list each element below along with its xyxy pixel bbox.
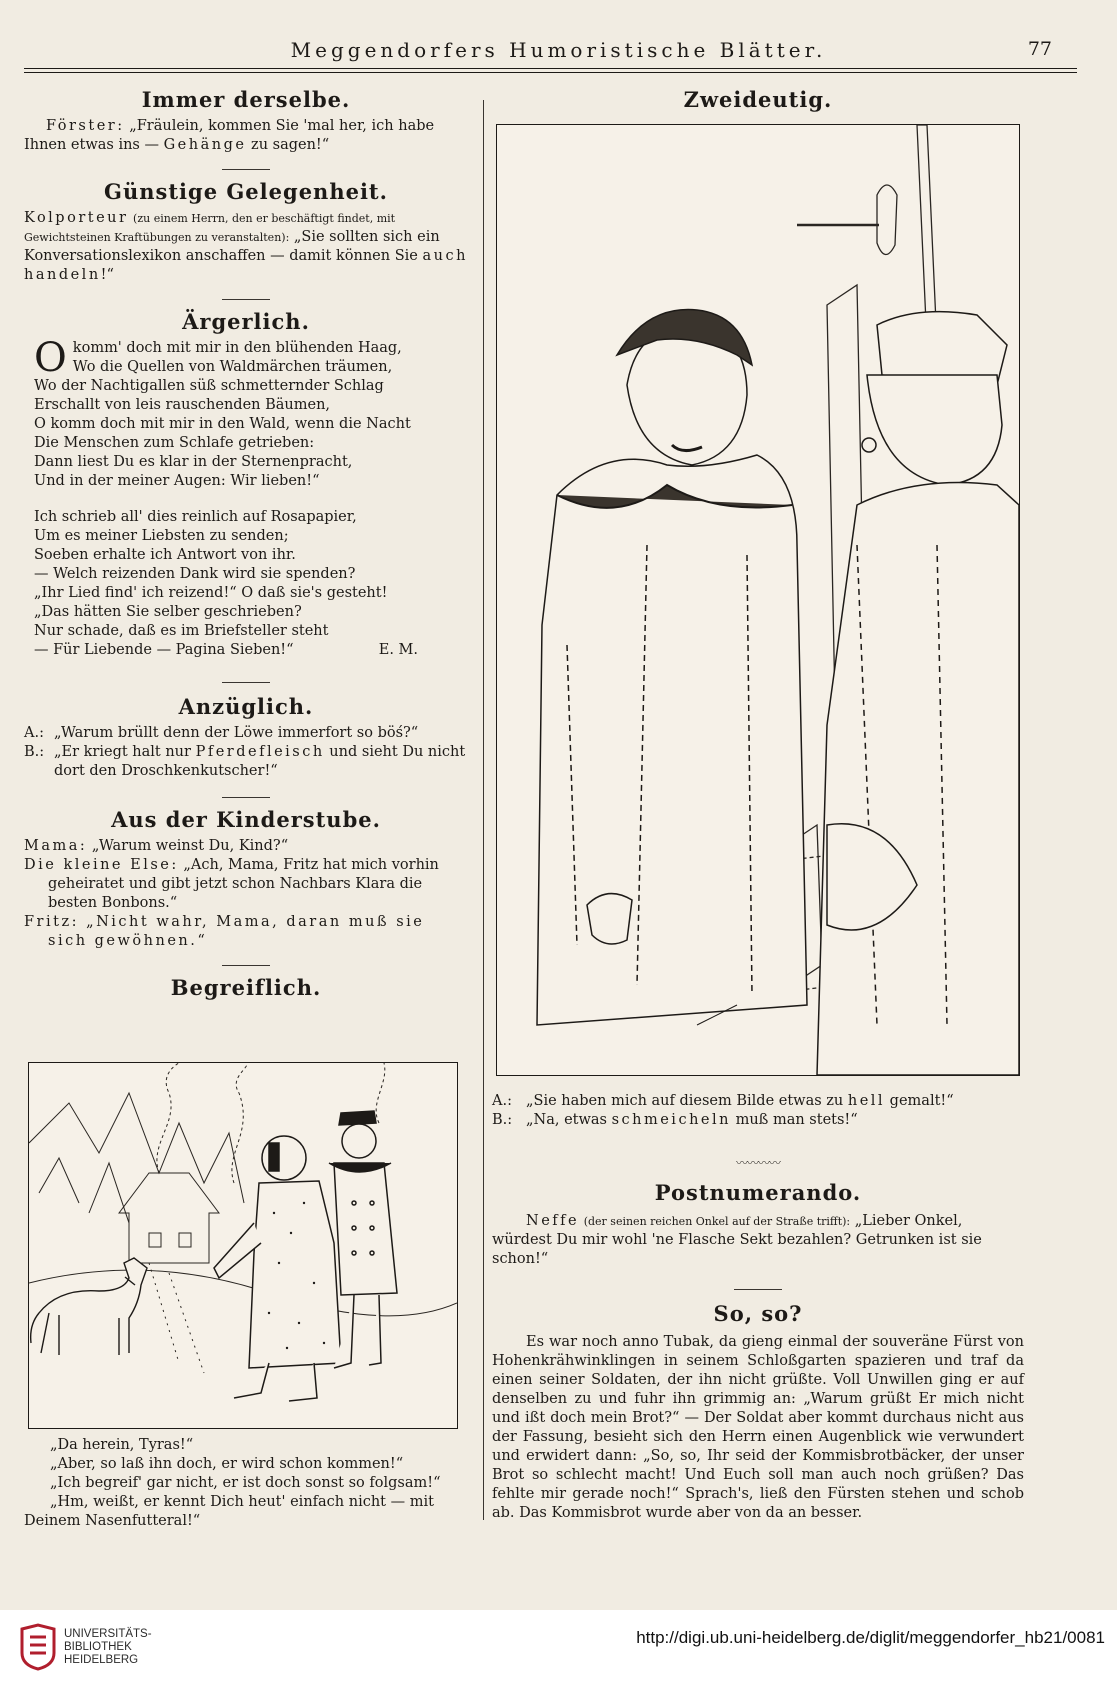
heading-anzueglich: Anzüglich. — [178, 694, 314, 719]
visitor-figure — [537, 310, 807, 1025]
poem-line: Und in der meiner Augen: Wir lieben!“ — [34, 473, 320, 489]
university-library-logo-icon — [18, 1623, 58, 1671]
anecdote-immer-derselbe: Förster: „Fräulein, kommen Sie 'mal her, ich habe Ihnen etwas ins — Gehänge zu sagen!“ — [24, 118, 435, 153]
section-separator — [222, 965, 270, 966]
section-separator — [222, 169, 270, 170]
painter-figure — [817, 312, 1019, 1075]
poem-line: O komm doch mit mir in den Wald, wenn die Nacht — [34, 416, 411, 432]
heading-zweideutig: Zweideutig. — [683, 87, 833, 112]
poem-line: Ich schrieb all' dies reinlich auf Rosapapier, — [34, 509, 357, 525]
section-separator — [222, 682, 270, 683]
poem-line: Nur schade, daß es im Briefsteller steht — [34, 623, 329, 639]
heading-begreiflich: Begreiflich. — [170, 975, 322, 1000]
caption-begreiflich — [24, 1436, 468, 1531]
section-separator — [222, 797, 270, 798]
poem-line: „Das hätten Sie selber geschrieben? — [34, 604, 302, 620]
page-number: 77 — [1027, 38, 1052, 60]
caption-line: „Da herein, Tyras!“ — [50, 1437, 194, 1453]
header-rule-thin — [24, 72, 1077, 73]
poem-line: Dann liest Du es klar in der Sternenpracht, — [34, 454, 353, 470]
illustration-winter-scene — [28, 1062, 458, 1429]
dialogue-line-a: A.: „Warum brüllt denn der Löwe immerfort so böś?“ — [24, 725, 419, 741]
anecdote-so-so: Es war noch anno Tubak, da gieng einmal der souveräne Fürst von Hohenkrähwinklingen in seinem Schloßgarten spazieren und traf da einen seiner Soldaten, der ihn nicht grüßte. Voll Unwillen ging er auf denselben zu und fuhr ihn grimmig an: „Warum grüßt Er mich nicht und ißt doch mein Brot?“ — Der Soldat aber kommt durchaus nicht aus der Fassung, besieht sich den Herrn einen Augenblick wie verwundert und erwidert dann: „So, so, Ihr seid der Kommisbrotbäcker, der unser Brot so schlecht macht! Und Euch soll man auch noch grüßen? Das fehlte mir gerade noch!“ Sprach's, ließ den Fürsten stehen und schob ab. Das Kommisbrot wurde aber von da an besser. — [492, 1334, 1024, 1521]
heading-so-so: So, so? — [713, 1301, 803, 1326]
dialogue-line-a: A.: „Sie haben mich auf diesem Bilde etwas zu hell gemalt!“ — [492, 1093, 954, 1109]
heading-kinderstube: Aus der Kinderstube. — [111, 807, 381, 832]
illustration-painter-scene — [496, 124, 1020, 1076]
caption-line: „Hm, weißt, er kennt Dich heut' einfach nicht — mit Deinem Nasenfutteral!“ — [24, 1494, 434, 1529]
painter-scene-drawing — [497, 125, 1019, 1075]
section-separator — [222, 299, 270, 300]
winter-scene-drawing — [29, 1063, 457, 1428]
poem-line: „Ihr Lied find' ich reizend!“ O daß sie's gesteht! — [34, 585, 388, 601]
section-separator — [734, 1289, 782, 1290]
caption-line: „Ich begreif' gar nicht, er ist doch sonst so folgsam!“ — [50, 1475, 441, 1491]
heading-immer-derselbe: Immer derselbe. — [141, 87, 351, 112]
dialogue-line-b: B.: „Er kriegt halt nur Pferdefleisch und sieht Du nicht dort den Droschkenkutscher!“ — [24, 744, 466, 779]
institution-name: UNIVERSITÄTS- BIBLIOTHEK HEIDELBERG — [64, 1628, 152, 1666]
gentleman-figure — [214, 1136, 341, 1401]
left-column — [24, 87, 468, 1000]
wavy-separator: 〰〰〰〰 — [735, 1156, 780, 1170]
poem-line: Wo der Nachtigallen süß schmetternder Schlag — [34, 378, 384, 394]
right-column-top — [492, 87, 1024, 112]
poem-line: — Welch reizenden Dank wird sie spenden? — [34, 566, 356, 582]
running-title: Meggendorfers Humoristische Blätter. — [290, 38, 827, 62]
poem-line: komm' doch mit mir in den blühenden Haag, — [72, 340, 402, 356]
poem-line: Erschallt von leis rauschenden Bäumen, — [34, 397, 331, 413]
anecdote-postnumerando: Neffe (der seinen reichen Onkel auf der Straße trifft): „Lieber Onkel, würdest Du mir wohl 'ne Flasche Sekt bezahlen? Getrunken ist sie schon!“ — [492, 1213, 982, 1267]
caption-line: „Aber, so laß ihn doch, er wird schon kommen!“ — [50, 1456, 404, 1472]
poem-line: Um es meiner Liebsten zu senden; — [34, 528, 289, 544]
poem-aergerlich — [24, 335, 468, 660]
poem-signature: E. M. — [378, 642, 418, 658]
dialogue-mama: Mama: „Warum weinst Du, Kind?“ — [24, 838, 289, 854]
heading-guenstige-gelegenheit: Günstige Gelegenheit. — [104, 179, 388, 204]
heading-postnumerando: Postnumerando. — [654, 1180, 862, 1205]
poem-line: Wo die Quellen von Waldmärchen träumen, — [72, 359, 393, 375]
drop-cap: O — [34, 335, 67, 381]
column-divider — [483, 100, 484, 1520]
right-column-text — [492, 1092, 1024, 1523]
header-rule — [24, 68, 1077, 69]
heading-aergerlich: Ärgerlich. — [182, 309, 310, 334]
dialogue-fritz: Fritz: „Nicht wahr, Mama, daran muß sie sich gewöhnen.“ — [24, 914, 425, 949]
source-url-link[interactable]: http://digi.ub.uni-heidelberg.de/diglit/meggendorfer_hb21/0081 — [636, 1628, 1105, 1647]
poem-line: — Für Liebende — Pagina Sieben!“ E. M. — [34, 642, 418, 658]
poem-line: Die Menschen zum Schlafe getrieben: — [34, 435, 315, 451]
poem-line: Soeben erhalte ich Antwort von ihr. — [34, 547, 296, 563]
library-footer — [0, 1610, 1117, 1691]
dialogue-else: Die kleine Else: „Ach, Mama, Fritz hat mich vorhin geheiratet und gibt jetzt schon Nachbars Klara die besten Bonbons.“ — [24, 857, 439, 911]
anecdote-guenstige-gelegenheit: Kolporteur (zu einem Herrn, den er beschäftigt findet, mit Gewichtsteinen Kraftübungen zu veranstalten): „Sie sollten sich ein Konversationslexikon anschaffen — damit können Sie auch handeln!“ — [24, 210, 468, 283]
dialogue-line-b: B.: „Na, etwas schmeicheln muß man stets!“ — [492, 1112, 858, 1128]
